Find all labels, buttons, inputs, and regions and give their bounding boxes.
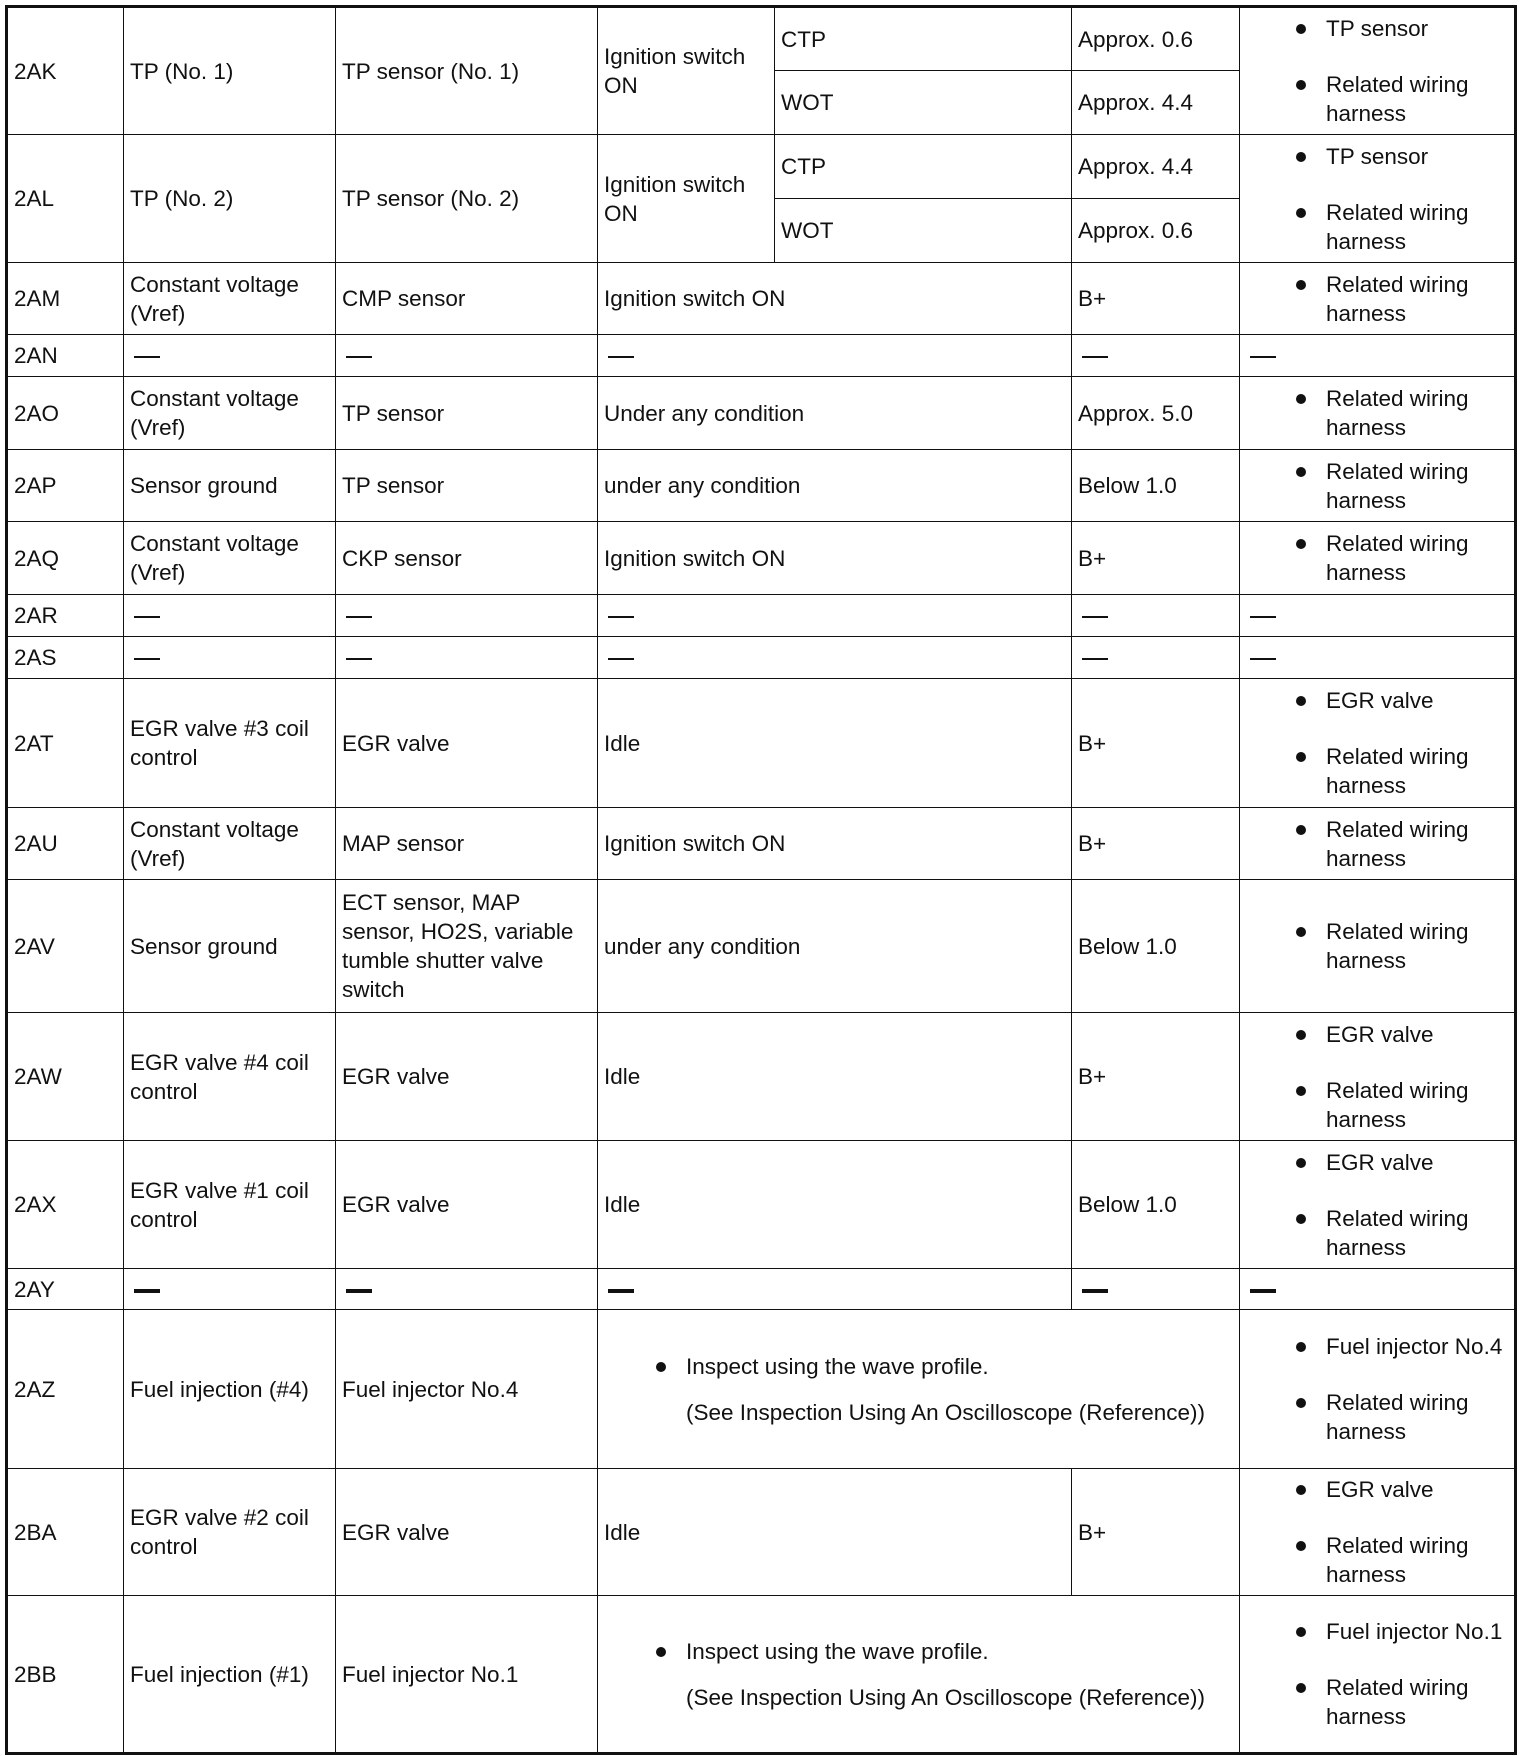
- action-cell: [1240, 1596, 1516, 1754]
- terminal-cell: 2AM: [7, 263, 124, 335]
- action-cell: [1240, 1013, 1516, 1141]
- terminal-cell: 2AV: [7, 880, 124, 1013]
- terminal-cell: 2AQ: [7, 522, 124, 595]
- test-condition-cell: Idle: [598, 679, 1072, 808]
- empty-cell: [1240, 637, 1516, 679]
- dash-icon: [1250, 356, 1276, 358]
- connected-to-cell: EGR valve: [336, 1013, 598, 1141]
- wave-instruction: Inspect using the wave profile.: [604, 1637, 1233, 1666]
- action-item: Related wiring harness: [1246, 1388, 1508, 1446]
- table-row: [7, 7, 1516, 71]
- dash-icon: [346, 616, 372, 618]
- empty-cell: [1072, 1269, 1240, 1310]
- empty-cell: [336, 637, 598, 679]
- test-condition-cell: under any condition: [598, 880, 1072, 1013]
- connected-to-cell: MAP sensor: [336, 808, 598, 880]
- terminal-cell: 2AN: [7, 335, 124, 377]
- action-cell: [1240, 880, 1516, 1013]
- voltage-cell: B+: [1072, 808, 1240, 880]
- voltage-cell: Below 1.0: [1072, 450, 1240, 522]
- signal-cell: Constant voltage (Vref): [124, 522, 336, 595]
- voltage-cell: B+: [1072, 679, 1240, 808]
- action-item: EGR valve: [1246, 1020, 1508, 1049]
- terminal-cell: 2AX: [7, 1141, 124, 1269]
- dash-icon: [134, 616, 160, 618]
- connected-to-cell: TP sensor: [336, 450, 598, 522]
- wave-profile-cell: [598, 1596, 1240, 1754]
- dash-icon: [1250, 658, 1276, 660]
- table-row: [7, 637, 1516, 679]
- table-row: [7, 880, 1516, 1013]
- dash-icon: [1250, 1289, 1276, 1293]
- signal-cell: Constant voltage (Vref): [124, 263, 336, 335]
- oscilloscope-reference-link[interactable]: (See Inspection Using An Oscilloscope (Reference)): [686, 1399, 1205, 1425]
- dash-icon: [134, 658, 160, 660]
- empty-cell: [598, 595, 1072, 637]
- connected-to-cell: Fuel injector No.1: [336, 1596, 598, 1754]
- voltage-cell: Below 1.0: [1072, 880, 1240, 1013]
- empty-cell: [1072, 335, 1240, 377]
- action-item: Related wiring harness: [1246, 457, 1508, 515]
- terminal-cell: 2AR: [7, 595, 124, 637]
- action-cell: [1240, 377, 1516, 450]
- action-item: Fuel injector No.1: [1246, 1617, 1508, 1646]
- test-condition-cell: Idle: [598, 1469, 1072, 1596]
- action-item: Related wiring harness: [1246, 917, 1508, 975]
- action-item: EGR valve: [1246, 686, 1508, 715]
- voltage-cell: Approx. 0.6: [1072, 7, 1240, 71]
- table-row: [7, 1310, 1516, 1469]
- action-item: Fuel injector No.4: [1246, 1332, 1508, 1361]
- action-cell: [1240, 7, 1516, 135]
- wave-profile-cell: [598, 1310, 1240, 1469]
- terminal-cell: 2AO: [7, 377, 124, 450]
- sub-condition-cell: CTP: [775, 7, 1072, 71]
- test-condition-cell: under any condition: [598, 450, 1072, 522]
- empty-cell: [124, 595, 336, 637]
- connected-to-cell: EGR valve: [336, 679, 598, 808]
- voltage-cell: B+: [1072, 263, 1240, 335]
- action-item: Related wiring harness: [1246, 384, 1508, 442]
- table-row: [7, 1141, 1516, 1269]
- signal-cell: EGR valve #3 coil control: [124, 679, 336, 808]
- sub-condition-cell: WOT: [775, 199, 1072, 263]
- action-cell: [1240, 808, 1516, 880]
- voltage-cell: Approx. 0.6: [1072, 199, 1240, 263]
- signal-cell: Constant voltage (Vref): [124, 377, 336, 450]
- connected-to-cell: Fuel injector No.4: [336, 1310, 598, 1469]
- signal-cell: Fuel injection (#1): [124, 1596, 336, 1754]
- sub-condition-cell: WOT: [775, 71, 1072, 135]
- action-cell: [1240, 1141, 1516, 1269]
- action-item: Related wiring harness: [1246, 1673, 1508, 1731]
- terminal-spec-table: [5, 5, 1517, 1755]
- table-row: [7, 522, 1516, 595]
- table-row: [7, 679, 1516, 808]
- action-cell: [1240, 522, 1516, 595]
- terminal-cell: 2AT: [7, 679, 124, 808]
- connected-to-cell: TP sensor: [336, 377, 598, 450]
- connected-to-cell: EGR valve: [336, 1141, 598, 1269]
- action-cell: [1240, 1469, 1516, 1596]
- voltage-cell: Below 1.0: [1072, 1141, 1240, 1269]
- action-item: Related wiring harness: [1246, 1531, 1508, 1589]
- test-condition-cell: Idle: [598, 1013, 1072, 1141]
- table-row: [7, 335, 1516, 377]
- terminal-cell: 2AK: [7, 7, 124, 135]
- empty-cell: [1072, 595, 1240, 637]
- terminal-cell: 2BA: [7, 1469, 124, 1596]
- wave-instruction: Inspect using the wave profile.: [604, 1352, 1233, 1381]
- connected-to-cell: ECT sensor, MAP sensor, HO2S, variable tumble shutter valve switch: [336, 880, 598, 1013]
- table-row: [7, 1469, 1516, 1596]
- table-row: [7, 1269, 1516, 1310]
- signal-cell: EGR valve #4 coil control: [124, 1013, 336, 1141]
- dash-icon: [346, 1289, 372, 1293]
- terminal-cell: 2AU: [7, 808, 124, 880]
- test-condition-cell: Ignition switch ON: [598, 263, 1072, 335]
- empty-cell: [1240, 595, 1516, 637]
- dash-icon: [1250, 616, 1276, 618]
- dash-icon: [608, 658, 634, 660]
- action-cell: [1240, 135, 1516, 263]
- voltage-cell: Approx. 4.4: [1072, 71, 1240, 135]
- empty-cell: [124, 637, 336, 679]
- dash-icon: [134, 356, 160, 358]
- empty-cell: [1240, 1269, 1516, 1310]
- terminal-cell: 2AS: [7, 637, 124, 679]
- dash-icon: [1082, 616, 1108, 618]
- voltage-cell: B+: [1072, 522, 1240, 595]
- terminal-cell: 2AW: [7, 1013, 124, 1141]
- table-row: [7, 808, 1516, 880]
- terminal-cell: 2AZ: [7, 1310, 124, 1469]
- dash-icon: [1082, 1289, 1108, 1293]
- test-condition-cell: Idle: [598, 1141, 1072, 1269]
- dash-icon: [608, 356, 634, 358]
- empty-cell: [1072, 637, 1240, 679]
- empty-cell: [336, 335, 598, 377]
- table-row: [7, 135, 1516, 199]
- signal-cell: Fuel injection (#4): [124, 1310, 336, 1469]
- action-item: Related wiring harness: [1246, 198, 1508, 256]
- terminal-cell: 2AY: [7, 1269, 124, 1310]
- empty-cell: [1240, 335, 1516, 377]
- action-item: Related wiring harness: [1246, 815, 1508, 873]
- terminal-cell: 2AL: [7, 135, 124, 263]
- table-row: [7, 450, 1516, 522]
- table-row: [7, 263, 1516, 335]
- action-item: Related wiring harness: [1246, 1204, 1508, 1262]
- voltage-cell: B+: [1072, 1469, 1240, 1596]
- table-row: [7, 1596, 1516, 1754]
- action-item: Related wiring harness: [1246, 742, 1508, 800]
- sub-condition-cell: CTP: [775, 135, 1072, 199]
- dash-icon: [608, 1289, 634, 1293]
- action-item: Related wiring harness: [1246, 70, 1508, 128]
- voltage-cell: Approx. 4.4: [1072, 135, 1240, 199]
- empty-cell: [124, 1269, 336, 1310]
- table-row: [7, 1013, 1516, 1141]
- dash-icon: [1082, 356, 1108, 358]
- action-cell: [1240, 450, 1516, 522]
- connected-to-cell: TP sensor (No. 1): [336, 7, 598, 135]
- empty-cell: [336, 595, 598, 637]
- dash-icon: [608, 616, 634, 618]
- signal-cell: Sensor ground: [124, 880, 336, 1013]
- connected-to-cell: CMP sensor: [336, 263, 598, 335]
- action-cell: [1240, 263, 1516, 335]
- connected-to-cell: CKP sensor: [336, 522, 598, 595]
- action-item: TP sensor: [1246, 14, 1508, 43]
- empty-cell: [598, 1269, 1072, 1310]
- action-cell: [1240, 679, 1516, 808]
- connected-to-cell: EGR valve: [336, 1469, 598, 1596]
- signal-cell: TP (No. 2): [124, 135, 336, 263]
- dash-icon: [346, 658, 372, 660]
- action-cell: [1240, 1310, 1516, 1469]
- action-item: Related wiring harness: [1246, 529, 1508, 587]
- terminal-cell: 2BB: [7, 1596, 124, 1754]
- dash-icon: [1082, 658, 1108, 660]
- action-item: TP sensor: [1246, 142, 1508, 171]
- signal-cell: Constant voltage (Vref): [124, 808, 336, 880]
- voltage-cell: Approx. 5.0: [1072, 377, 1240, 450]
- test-condition-cell: Ignition switch ON: [598, 808, 1072, 880]
- empty-cell: [598, 637, 1072, 679]
- action-item: EGR valve: [1246, 1148, 1508, 1177]
- dash-icon: [134, 1289, 160, 1293]
- signal-cell: Sensor ground: [124, 450, 336, 522]
- signal-cell: EGR valve #1 coil control: [124, 1141, 336, 1269]
- dash-icon: [346, 356, 372, 358]
- voltage-cell: B+: [1072, 1013, 1240, 1141]
- oscilloscope-reference-link[interactable]: (See Inspection Using An Oscilloscope (Reference)): [686, 1684, 1205, 1710]
- action-item: Related wiring harness: [1246, 1076, 1508, 1134]
- table-row: [7, 377, 1516, 450]
- test-condition-cell: Under any condition: [598, 377, 1072, 450]
- action-item: EGR valve: [1246, 1475, 1508, 1504]
- empty-cell: [336, 1269, 598, 1310]
- test-condition-cell: Ignition switch ON: [598, 7, 775, 135]
- action-item: Related wiring harness: [1246, 270, 1508, 328]
- table-row: [7, 595, 1516, 637]
- empty-cell: [598, 335, 1072, 377]
- test-condition-cell: Ignition switch ON: [598, 135, 775, 263]
- connected-to-cell: TP sensor (No. 2): [336, 135, 598, 263]
- empty-cell: [124, 335, 336, 377]
- signal-cell: TP (No. 1): [124, 7, 336, 135]
- test-condition-cell: Ignition switch ON: [598, 522, 1072, 595]
- terminal-cell: 2AP: [7, 450, 124, 522]
- signal-cell: EGR valve #2 coil control: [124, 1469, 336, 1596]
